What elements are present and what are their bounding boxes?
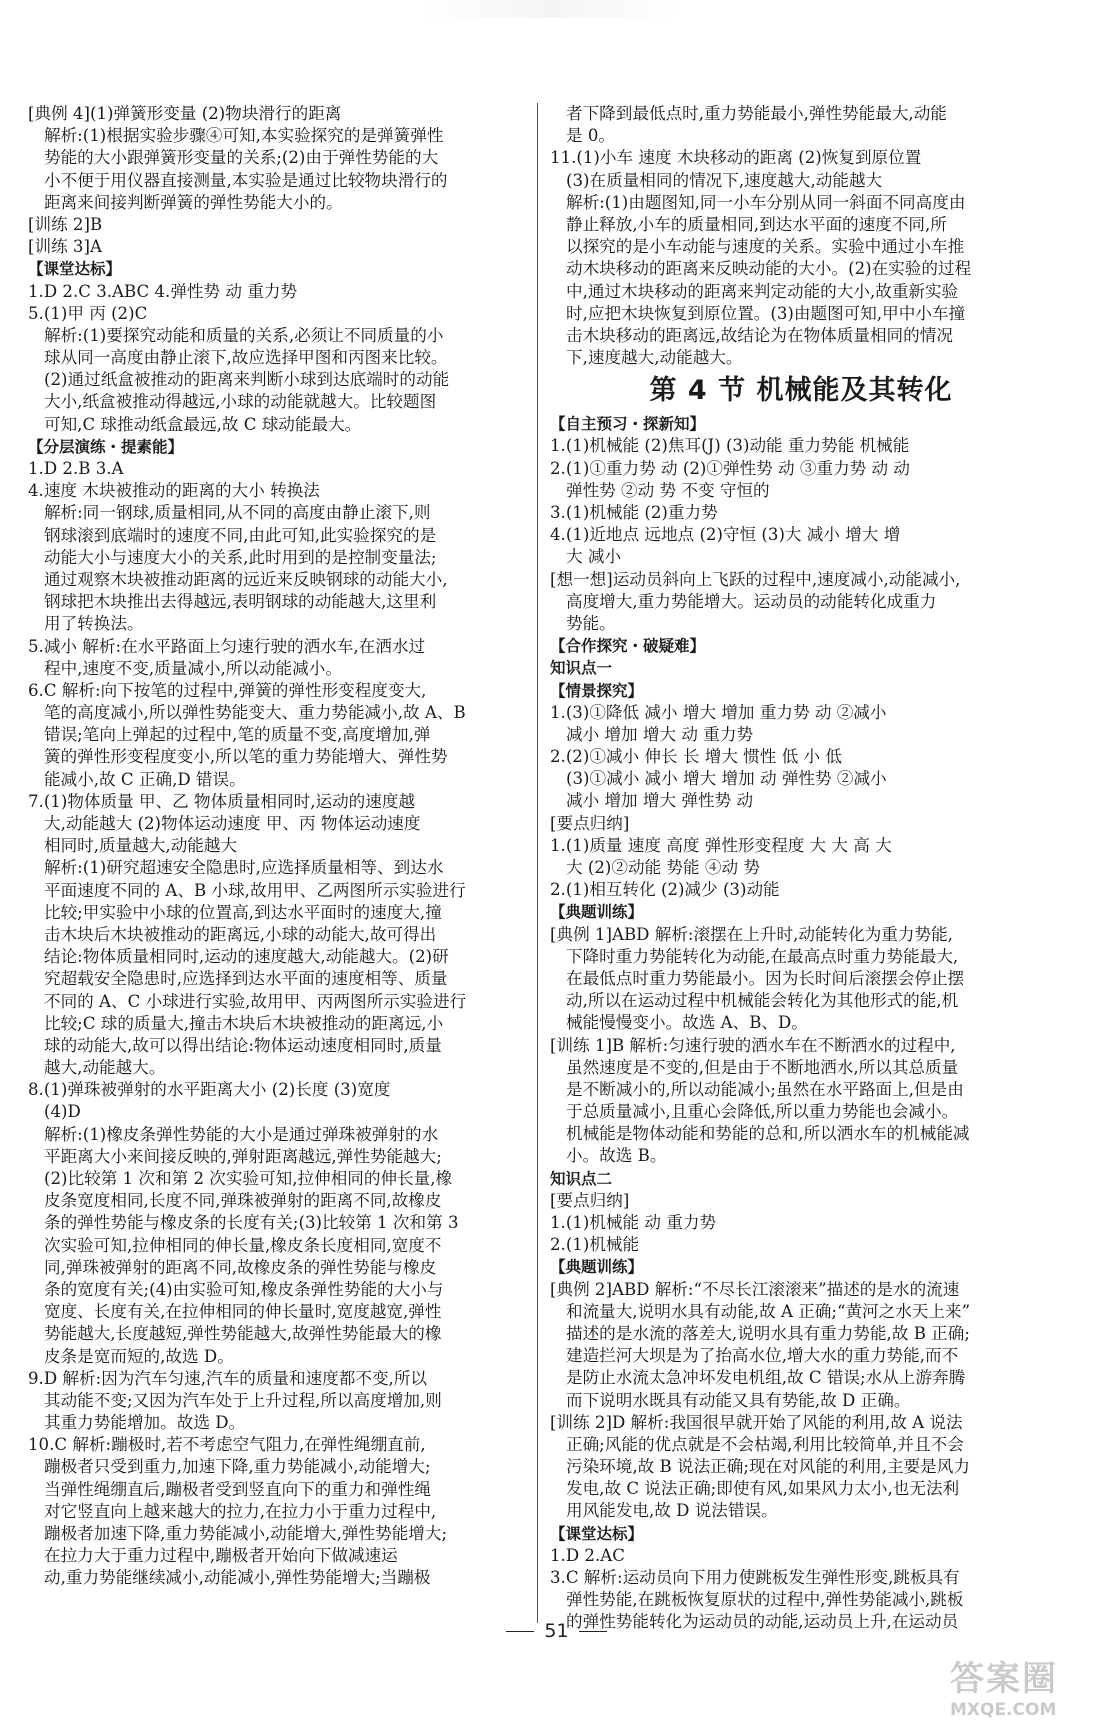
text-line: 而下说明水既具有动能又具有势能,故 D 正确。 xyxy=(566,1390,911,1410)
text-line: 5.减小 解析:在水平路面上匀速行驶的洒水车,在洒水过 xyxy=(28,636,426,656)
text-line: 平距离大小来间接反映的,弹射距离越远,弹性势能越大; xyxy=(44,1146,442,1166)
section-heading: 【自主预习・探新知】 xyxy=(550,415,706,434)
text-line: 解析:(1)橡皮条弹性势能的大小是通过弹珠被弹射的水 xyxy=(44,1124,439,1144)
text-line: [要点归纳] xyxy=(550,813,630,833)
text-line: 静止释放,小车的质量相同,到达水平面的速度不同,所 xyxy=(566,214,947,234)
text-line: 机械能是物体动能和势能的总和,所以洒水车的机械能减 xyxy=(566,1124,970,1144)
text-line: 正确;风能的优点就是不会枯竭,利用比较简单,并且不会 xyxy=(566,1434,964,1454)
text-line: 钢球把木块推出去得越远,表明钢球的动能越大,这里利 xyxy=(44,592,437,612)
text-line: 用风能发电,故 D 说法错误。 xyxy=(566,1501,778,1521)
text-line: 击木块后木块被推动的距离远,小球的动能大,故可得出 xyxy=(44,924,437,944)
text-line: 结论:物体质量相同时,运动的速度越大,动能越大。(2)研 xyxy=(44,947,449,967)
text-line: 1.D 2.B 3.A xyxy=(28,459,124,478)
text-line: 2.(2)①减小 伸长 长 增大 惯性 低 小 低 xyxy=(550,747,842,767)
text-line: 动,所以在运动过程中机械能会转化为其他形式的能,机 xyxy=(566,991,959,1011)
text-line: 解析:(1)由题图知,同一小车分别从同一斜面不同高度由 xyxy=(566,192,966,212)
text-line: 不同的 A、C 小球进行实验,故用甲、丙两图所示实验进行 xyxy=(44,991,467,1011)
text-line: 解析:同一钢球,质量相同,从不同的高度由静止滚下,则 xyxy=(44,503,431,523)
text-line: [训练 3]A xyxy=(28,237,102,257)
text-line: 程中,速度不变,质量减小,所以动能减小。 xyxy=(44,658,342,678)
column-divider xyxy=(537,103,538,1623)
text-line: 6.C 解析:向下按笔的过程中,弹簧的弹性形变程度变大, xyxy=(28,680,427,700)
text-line: 势能。 xyxy=(566,613,616,633)
text-line: (3)在质量相同的情况下,速度越大,动能越大 xyxy=(566,170,883,190)
page-number xyxy=(0,1620,1113,1642)
text-line: 条的弹性势能与橡皮条的长度有关;(3)比较第 1 次和第 3 xyxy=(44,1213,459,1233)
scan-artifact xyxy=(420,0,680,18)
text-line: 1.(3)①降低 减小 增大 增加 重力势 动 ②减小 xyxy=(550,702,887,722)
text-line: 高度增大,重力势能增大。运动员的动能转化成重力 xyxy=(566,591,937,611)
text-line: 钢球滚到底端时的速度不同,由此可知,此实验探究的是 xyxy=(44,525,437,545)
text-line: 在拉力大于重力过程中,蹦极者开始向下做减速运 xyxy=(44,1546,398,1566)
text-line: 5.(1)甲 丙 (2)C xyxy=(28,303,148,323)
text-line: 10.C 解析:蹦极时,若不考虑空气阻力,在弹性绳绷直前, xyxy=(28,1435,426,1455)
text-line: 4.速度 木块被推动的距离的大小 转换法 xyxy=(28,481,320,501)
text-line: 者下降到最低点时,重力势能最小,弹性势能最大,动能 xyxy=(566,104,947,123)
left-column xyxy=(28,103,528,1590)
section-heading: 【分层演练・提素能】 xyxy=(28,437,184,456)
text-line: 击木块移动的距离远,故结论为在物体质量相同的情况 xyxy=(566,325,953,345)
text-line: 弹性势 ②动 势 不变 守恒的 xyxy=(566,480,770,500)
text-line: 比较;甲实验中小球的位置高,到达水平面时的速度大,撞 xyxy=(44,902,442,922)
text-line: 蹦极者只受到重力,加速下降,重力势能减小,动能增大; xyxy=(44,1457,431,1477)
section-heading: 【典题训练】 xyxy=(550,903,644,922)
text-line: 3.C 解析:运动员向下用力使跳板发生弹性形变,跳板具有 xyxy=(550,1568,960,1587)
section-heading: 【课堂达标】 xyxy=(550,1524,644,1543)
text-line: 宽度、长度有关,在拉伸相同的伸长量时,宽度越宽,弹性 xyxy=(44,1302,442,1322)
text-line: 发电,故 C 说法正确;即使有风,如果风力太小,也无法利 xyxy=(566,1479,960,1499)
text-line: 大小,纸盒被推动得越远,小球的动能就越大。比较题图 xyxy=(44,392,437,412)
text-line: 动,重力势能继续减小,动能减小,弹性势能增大;当蹦极 xyxy=(44,1568,431,1588)
text-line: [训练 1]B 解析:匀速行驶的洒水车在不断洒水的过程中, xyxy=(550,1035,956,1055)
text-line: 比较;C 球的质量大,撞击木块后木块被推动的距离远,小 xyxy=(44,1013,444,1033)
text-line: 球的动能大,故可以得出结论:物体运动速度相同时,质量 xyxy=(44,1035,442,1055)
text-line: [典例 4](1)弹簧形变量 (2)物块滑行的距离 xyxy=(28,104,342,123)
text-line: 错误;笔向上弹起的过程中,笔的质量不变,高度增加,弹 xyxy=(44,725,431,745)
text-line: (2)通过纸盒被推动的距离来判断小球到达底端时的动能 xyxy=(44,370,450,390)
text-line: 时,应把木块恢复到原位置。(3)由题图可知,甲中小车撞 xyxy=(566,303,966,323)
text-line: 8.(1)弹珠被弹射的水平距离大小 (2)长度 (3)宽度 xyxy=(28,1080,391,1100)
text-line: 以探究的是小车动能与速度的关系。实验中通过小车推 xyxy=(566,237,965,257)
text-line: [典例 2]ABD 解析:“不尽长江滚滚来”描述的是水的流速 xyxy=(550,1279,960,1299)
section-heading: 知识点一 xyxy=(550,659,613,678)
text-line: 解析:(1)研究超速安全隐患时,应选择质量相等、到达水 xyxy=(44,858,444,878)
text-line: [训练 2]B xyxy=(28,214,103,234)
text-line: 能减小,故 C 正确,D 错误。 xyxy=(44,769,246,789)
text-line: 相同时,质量越大,动能越大 xyxy=(44,836,238,856)
text-line: 1.D 2.AC xyxy=(550,1545,625,1565)
text-line: 通过观察木块被推动距离的远近来反映钢球的动能大小, xyxy=(44,569,448,589)
text-line: 虽然速度是不变的,但是由于不断地洒水,所以其总质量 xyxy=(566,1057,959,1077)
text-line: 中,通过木块移动的距离来判定动能的大小,故重新实验 xyxy=(566,281,959,301)
text-line: 解析:(1)要探究动能和质量的关系,必须让不同质量的小 xyxy=(44,325,444,345)
text-line: 大,动能越大 (2)物体运动速度 甲、丙 物体运动速度 xyxy=(44,814,421,833)
text-line: 2.(1)机械能 xyxy=(550,1235,640,1255)
watermark xyxy=(950,1651,1095,1720)
text-line: 减小 增加 增大 弹性势 动 xyxy=(566,791,754,811)
text-line: 2.(1)①重力势 动 (2)①弹性势 动 ③重力势 动 动 xyxy=(550,458,910,478)
text-line: 的弹性势能转化为运动员的动能,运动员上升,在运动员 xyxy=(566,1612,959,1632)
section-heading: 【情景探究】 xyxy=(550,681,644,700)
text-line: 11.(1)小车 速度 木块移动的距离 (2)恢复到原位置 xyxy=(550,148,922,168)
text-line: 簧的弹性形变程度变小,所以笔的重力势能增大、弹性势 xyxy=(44,747,448,767)
section-heading: 【合作探究・破疑难】 xyxy=(550,637,706,656)
text-line: 是防止水流太急冲坏发电机组,故 C 错误;水从上游奔腾 xyxy=(566,1368,966,1388)
text-line: 1.D 2.C 3.ABC 4.弹性势 动 重力势 xyxy=(28,281,298,301)
text-line: [训练 2]D 解析:我国很早就开始了风能的利用,故 A 说法 xyxy=(550,1412,963,1432)
text-line: 大 (2)②动能 势能 ④动 势 xyxy=(566,858,760,877)
text-line: 大 减小 xyxy=(566,547,622,567)
section-heading: 【课堂达标】 xyxy=(28,260,122,279)
text-line: 械能慢慢变小。故选 A、B、D。 xyxy=(566,1013,808,1033)
text-line: [要点归纳] xyxy=(550,1190,630,1210)
text-line: [想一想]运动员斜向上飞跃的过程中,速度减小,动能减小, xyxy=(550,569,961,589)
section-heading: 知识点二 xyxy=(550,1169,613,1188)
text-line: 条的宽度有关;(4)由实验可知,橡皮条弹性势能的大小与 xyxy=(44,1279,444,1299)
text-line: 距离来间接判断弹簧的弹性势能大小的。 xyxy=(44,192,343,212)
text-line: 3.(1)机械能 (2)重力势 xyxy=(550,503,718,522)
text-line: 动木块移动的距离来反映动能的大小。(2)在实验的过程 xyxy=(566,259,972,279)
text-line: (2)比较第 1 次和第 2 次实验可知,拉伸相同的伸长量,橡 xyxy=(44,1169,453,1188)
text-line: 弹性势能,在跳板恢复原状的过程中,弹性势能减小,跳板 xyxy=(566,1590,964,1610)
text-line: 皮条是宽而短的,故选 D。 xyxy=(44,1346,234,1366)
text-line: 描述的是水流的落差大,说明水具有重力势能,故 B 正确; xyxy=(566,1323,970,1343)
text-line: 1.(1)机械能 动 重力势 xyxy=(550,1213,717,1232)
text-line: 是不断减小的,所以动能减小;虽然在水平路面上,但是由 xyxy=(566,1079,964,1099)
text-line: 下,速度越大,动能越大。 xyxy=(566,348,743,368)
text-line: 越大,动能越大。 xyxy=(44,1058,166,1078)
text-line: (3)①减小 减小 增大 增加 动 弹性势 ②减小 xyxy=(566,769,887,789)
text-line: 用了转换法。 xyxy=(44,614,144,634)
text-line: 动能大小与速度大小的关系,此时用到的是控制变量法; xyxy=(44,547,437,567)
text-line: 其重力势能增加。故选 D。 xyxy=(44,1413,246,1433)
text-line: 球从同一高度由静止滚下,故应选择甲图和丙图来比较。 xyxy=(44,348,448,368)
text-line: 在最低点时重力势能最小。因为长时间后滚摆会停止摆 xyxy=(566,968,965,988)
text-line: 污染环境,故 B 说法正确;现在对风能的利用,主要是风力 xyxy=(566,1457,970,1477)
section-heading: 【典题训练】 xyxy=(550,1258,644,1277)
text-line: 皮条宽度相同,长度不同,弹珠被弹射的距离不同,故橡皮 xyxy=(44,1191,442,1211)
text-line: 建造拦河大坝是为了抬高水位,增大水的重力势能,而不 xyxy=(566,1346,959,1366)
text-line: 下降时重力势能转化为动能,在最高点时重力势能最大, xyxy=(566,946,959,966)
text-line: 蹦极者加速下降,重力势能减小,动能增大,弹性势能增大; xyxy=(44,1524,448,1543)
text-line: 其动能不变;又因为汽车处于上升过程,所以高度增加,则 xyxy=(44,1390,442,1410)
text-line: 当弹性绳绷直后,蹦极者受到竖直向下的重力和弹性绳 xyxy=(44,1479,431,1499)
text-line: 解析:(1)根据实验步骤④可知,本实验探究的是弹簧弹性 xyxy=(44,126,444,146)
text-line: 7.(1)物体质量 甲、乙 物体质量相同时,运动的速度越 xyxy=(28,791,416,811)
text-line: (4)D xyxy=(44,1102,81,1122)
watermark-url: MXQE.COM xyxy=(950,1700,1057,1720)
text-line: 对它竖直向上越来越大的拉力,在拉力小于重力过程中, xyxy=(44,1501,437,1521)
text-line: 笔的高度减小,所以弹性势能变大、重力势能减小,故 A、B xyxy=(44,703,466,723)
watermark-mark: 答案圈 xyxy=(950,1659,1058,1699)
text-line: [典例 1]ABD 解析:滚摆在上升时,动能转化为重力势能, xyxy=(550,924,953,944)
text-line: 同,弹珠被弹射的距离不同,故橡皮条的弹性势能与橡皮 xyxy=(44,1257,437,1277)
text-line: 势能越大,长度越短,弹性势能越大,故弹性势能最大的橡 xyxy=(44,1324,442,1344)
text-line: 4.(1)近地点 远地点 (2)守恒 (3)大 减小 增大 增 xyxy=(550,525,901,545)
text-line: 于总质量减小,且重心会降低,所以重力势能也会减小。 xyxy=(566,1102,959,1122)
text-line: 小不便于用仪器直接测量,本实验是通过比较物块滑行的 xyxy=(44,170,448,190)
page-number-value: 51 xyxy=(544,1620,569,1642)
text-line: 势能的大小跟弹簧形变量的关系;(2)由于弹性势能的大 xyxy=(44,148,439,168)
text-line: 9.D 解析:因为汽车匀速,汽车的质量和速度都不变,所以 xyxy=(28,1368,428,1388)
text-line: 是 0。 xyxy=(566,126,616,146)
text-line: 次实验可知,拉伸相同的伸长量,橡皮条长度相同,宽度不 xyxy=(44,1235,442,1255)
section-title: 第 4 节 机械能及其转化 xyxy=(649,375,953,407)
text-line: 和流量大,说明水具有动能,故 A 正确;“黄河之水天上来” xyxy=(566,1301,971,1321)
text-line: 减小 增加 增大 动 重力势 xyxy=(566,724,754,744)
text-line: 究超载安全隐患时,应选择到达水平面的速度相等、质量 xyxy=(44,969,448,989)
right-column xyxy=(550,103,1052,1634)
text-line: 可知,C 球推动纸盒最远,故 C 球动能最大。 xyxy=(44,414,362,434)
text-line: 平面速度不同的 A、B 小球,故用甲、乙两图所示实验进行 xyxy=(44,880,466,900)
text-line: 2.(1)相互转化 (2)减少 (3)动能 xyxy=(550,880,780,900)
text-line: 1.(1)机械能 (2)焦耳(J) (3)动能 重力势能 机械能 xyxy=(550,436,910,456)
text-line: 小。故选 B。 xyxy=(566,1146,667,1166)
text-line: 1.(1)质量 速度 高度 弹性形变程度 大 大 高 大 xyxy=(550,835,892,855)
